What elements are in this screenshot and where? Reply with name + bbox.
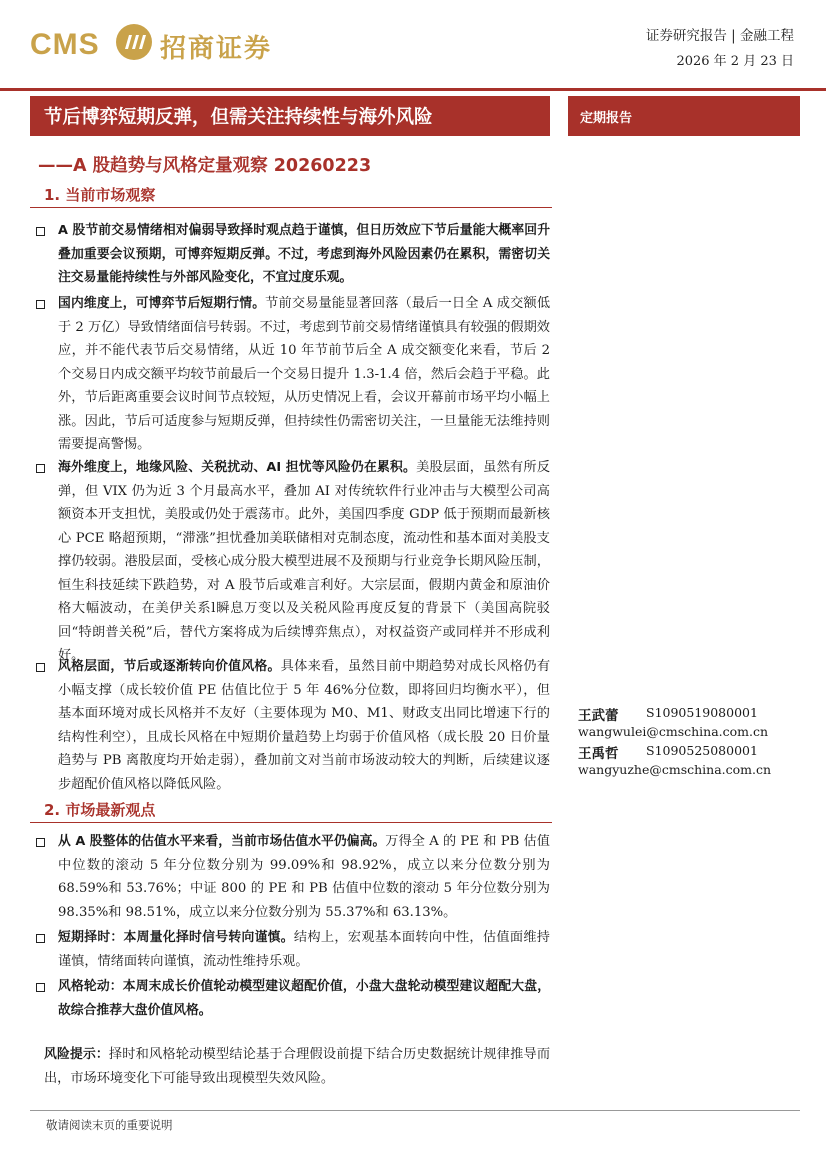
risk-warning [44,1043,550,1090]
report-title: 节后博弈短期反弹，但需关注持续性与海外风险 [44,107,433,128]
company-logo [30,22,290,66]
analyst-name: 王武蕾 [578,708,619,724]
analyst-id: S1090519080001 [646,705,758,720]
checkbox-bullet-icon [36,663,45,672]
list-item [36,219,550,290]
checkbox-bullet-icon [36,227,45,236]
checkbox-bullet-icon [36,464,45,473]
risk-text: 择时和风格轮动模型结论基于合理假设前提下结合历史数据统计规律推导而出，市场环境变化下可能导致出现模型失效风险。 [44,1047,551,1086]
analyst-email[interactable]: wangwulei@cmschina.com.cn [578,724,769,739]
list-item [36,830,550,924]
footer-note: 敬请阅读末页的重要说明 [46,1118,173,1132]
analyst-card [578,704,800,744]
list-item [36,975,550,1022]
footer-divider [30,1110,800,1111]
bullet-bold-text: 短期择时：本周量化择时信号转向谨慎。 [58,930,294,945]
bullet-text: 节前交易量能显著回落（最后一日全 A 成交额低于 2 万亿）导致情绪面信号转弱。不过，考虑到节前交易情绪谨慎具有较强的假期效应，并不能代表节后交易情绪，从近 10 年节前节后全 A 成交额变化来看，节后 2 个交易日内成交额平均较节前最后一个交易日提升 1.3-1.4 倍，然后会趋于平稳。此外，节后距离重要会议时间节点较短，从历史情况上看，会议开幕前市场平均小幅上涨。因此，节后可适度参与短期反弹，但持续性仍需密切关注，一旦量能无法维持则需要提高警惕。 [58,296,551,452]
analyst-card [578,742,800,782]
bullet-bold-text: A 股节前交易情绪相对偏弱导致择时观点趋于谨慎，但日历效应下节后量能大概率回升叠加重要会议预期，可博弈短期反弹。不过，考虑到海外风险因素仍在累积，需密切关注交易量能持续性与外部风险变化，不宜过度乐观。 [58,223,550,285]
bullet-bold-text: 风格层面，节后或逐渐转向价值风格。 [58,659,281,674]
analyst-name: 王禹哲 [578,746,619,762]
checkbox-bullet-icon [36,983,45,992]
bullet-text: 结构上，宏观基本面转向中性，估值面维持谨慎，情绪面转向谨慎，流动性维持乐观。 [58,930,550,969]
section-heading-1 [30,182,552,208]
list-item [36,655,550,796]
list-item [36,926,550,973]
side-tag-banner [568,96,800,136]
header-divider [0,88,826,91]
report-date: 2026 年 2 月 23 日 [676,54,794,69]
section-heading-1-text: 1. 当前市场观察 [44,186,156,204]
section-heading-2-text: 2. 市场最新观点 [44,801,156,819]
bullet-text: 具体来看，虽然目前中期趋势对成长风格仍有小幅支撑（成长较价值 PE 估值比位于 5 年 46%分位数，即将回归均衡水平），但基本面环境对成长风格并不友好（主要体现为 M0、M1、财政支出同比增速下行的结构性利空），且成长风格在中短期价量趋势上均弱于价值风格（成长股 20 日价量趋势与 PB 离散度均开始走弱），叠加前文对当前市场波动较大的判断，后续建议逐步超配价值风格以降低风险。 [58,659,551,792]
checkbox-bullet-icon [36,300,45,309]
bullet-text: 美股层面，虽然有所反弹，但 VIX 仍为近 3 个月最高水平，叠加 AI 对传统软件行业冲击与大模型公司高额资本开支担忧，美股或仍处于震荡市。此外，美国四季度 GDP 低于预期而最新核心 PCE 略超预期，“滞涨”担忧叠加美联储相对克制态度，流动性和基本面对美股支撑仍较弱。港股层面，受核心成分股大模型进展不及预期与行业竞争长期风险压制，恒生科技延续下跌趋势，对 A 股节后或难言利好。大宗层面，假期内黄金和原油价格大幅波动，在美伊关系l瞬息万变以及关税风险再度反复的背景下（美国高院驳回“特朗普关税”后，替代方案将成为后续博弈焦点），对权益资产或同样并不形成利好。 [58,460,551,663]
title-banner [30,96,550,136]
risk-label: 风险提示： [44,1047,109,1062]
report-type-label: 定期报告 [580,111,633,126]
bullet-bold-text: 国内维度上，可博弈节后短期行情。 [58,296,266,311]
logo-cms-text: CMS [30,28,100,61]
bullet-bold-text: 海外维度上，地缘风险、关税扰动、AI 担忧等风险仍在累积。 [58,460,417,475]
checkbox-bullet-icon [36,838,45,847]
bullet-text: 万得全 A 的 PE 和 PB 估值中位数的滚动 5 年分位数分别为 99.09%和 98.92%，成立以来分位数分别为 68.59%和 53.76%；中证 800 的 PE 和 PB 估值中位数的滚动 5 年分位数分别为 98.35%和 98.51%，成立以来分位数分别为 55.37%和 63.13%。 [58,834,550,920]
section-heading-2 [30,797,552,823]
report-category: 证券研究报告 | 金融工程 [645,28,794,44]
logo-cn-text: 招商证券 [160,34,273,64]
bullet-bold-text: 从 A 股整体的估值水平来看，当前市场估值水平仍偏高。 [58,834,386,849]
checkbox-bullet-icon [36,934,45,943]
analyst-email[interactable]: wangyuzhe@cmschina.com.cn [578,762,772,777]
list-item [36,456,550,668]
analyst-id: S1090525080001 [646,743,758,758]
bullet-bold-text: 风格轮动：本周末成长价值轮动模型建议超配价值，小盘大盘轮动模型建议超配大盘，故综合推荐大盘价值风格。 [58,979,550,1018]
logo-emblem-icon [114,22,154,62]
list-item [36,292,550,457]
report-subtitle: ——A 股趋势与风格定量观察 20260223 [38,156,372,176]
